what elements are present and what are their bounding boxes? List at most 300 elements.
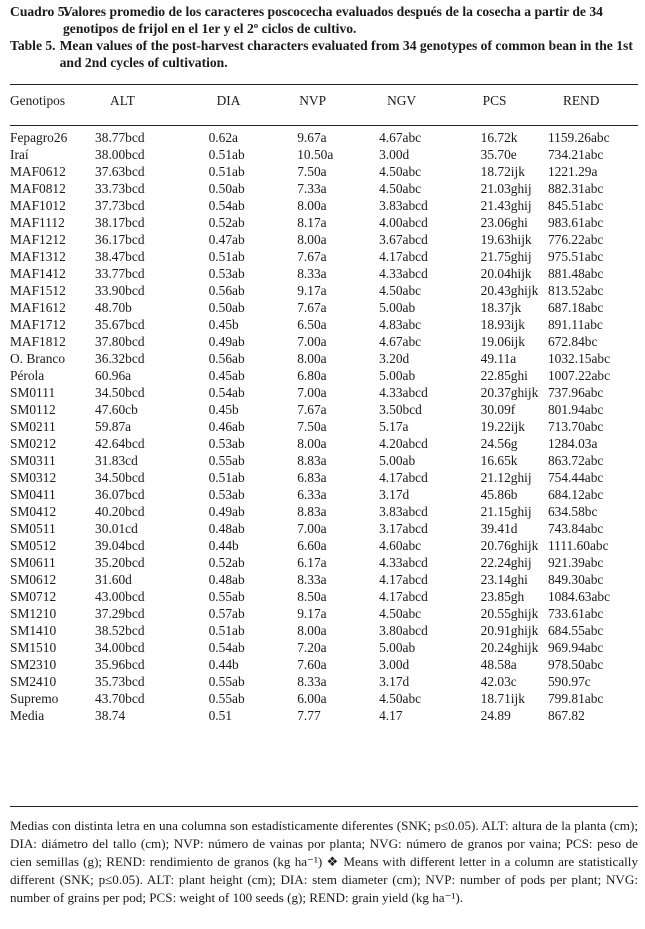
cell-nvp: 6.00a xyxy=(297,690,327,706)
cell-genotype: SM0211 xyxy=(10,418,56,434)
cell-pcs: 19.22ijk xyxy=(480,418,525,434)
cell-alt: 35.67bcd xyxy=(95,316,145,332)
cell-dia: 0.56ab xyxy=(208,350,245,366)
cell-nvp: 8.33a xyxy=(297,673,327,689)
cell-rend: 684.12abc xyxy=(547,486,604,502)
cell-nvp: 8.00a xyxy=(297,622,327,638)
cell-dia: 0.46ab xyxy=(208,418,245,434)
cell-rend: 684.55abc xyxy=(547,622,604,638)
cell-genotype: Supremo xyxy=(10,690,59,706)
cell-ngv: 3.83abcd xyxy=(379,503,428,519)
cell-rend: 672.84bc xyxy=(547,333,598,349)
cell-pcs: 20.55ghijk xyxy=(480,605,539,621)
table-row xyxy=(10,282,638,299)
cell-alt: 33.73bcd xyxy=(95,180,145,196)
cell-rend: 882.31abc xyxy=(547,180,604,196)
cell-pcs: 23.85gh xyxy=(480,588,525,604)
cell-ngv: 5.00ab xyxy=(379,367,416,383)
cell-dia: 0.53ab xyxy=(208,486,245,502)
cell-pcs: 19.06ijk xyxy=(480,333,525,349)
cell-dia: 0.52ab xyxy=(208,554,245,570)
cell-rend: 754.44abc xyxy=(547,469,604,485)
table-row xyxy=(10,367,638,384)
cell-alt: 43.70bcd xyxy=(95,690,145,706)
cell-rend: 634.58bc xyxy=(547,503,598,519)
cell-rend: 737.96abc xyxy=(547,384,604,400)
cell-ngv: 4.17abcd xyxy=(379,571,428,587)
cell-ngv: 4.60abc xyxy=(379,537,422,553)
table-row xyxy=(10,197,638,214)
cell-alt: 36.32bcd xyxy=(95,350,145,366)
cell-nvp: 7.00a xyxy=(297,384,327,400)
cell-alt: 42.64bcd xyxy=(95,435,145,451)
cell-ngv: 3.17d xyxy=(379,673,410,689)
cell-genotype: MAF1412 xyxy=(10,265,66,281)
cell-rend: 969.94abc xyxy=(547,639,604,655)
cell-ngv: 4.50abc xyxy=(379,605,422,621)
cell-rend: 891.11abc xyxy=(547,316,603,332)
cell-ngv: 3.80abcd xyxy=(379,622,428,638)
cell-ngv: 5.00ab xyxy=(379,299,416,315)
cell-nvp: 6.33a xyxy=(297,486,327,502)
cell-pcs: 20.24ghijk xyxy=(480,639,539,655)
cell-alt: 36.07bcd xyxy=(95,486,145,502)
cell-nvp: 9.67a xyxy=(297,130,327,145)
cell-pcs: 20.04hijk xyxy=(480,265,532,281)
cell-pcs: 18.72ijk xyxy=(480,163,525,179)
cell-genotype: SM0412 xyxy=(10,503,57,519)
cell-rend: 1111.60abc xyxy=(547,537,609,553)
cell-nvp: 7.00a xyxy=(297,520,327,536)
caption-english xyxy=(10,38,638,71)
cell-alt: 35.96bcd xyxy=(95,656,145,672)
cell-dia: 0.45ab xyxy=(208,367,245,383)
cell-pcs: 24.89 xyxy=(480,707,511,723)
cell-nvp: 6.83a xyxy=(297,469,327,485)
cell-genotype: MAF1612 xyxy=(10,299,66,315)
cell-alt: 37.63bcd xyxy=(95,163,145,179)
cell-nvp: 8.50a xyxy=(297,588,327,604)
cell-dia: 0.54ab xyxy=(208,384,245,400)
cell-rend: 743.84abc xyxy=(547,520,604,536)
table-row xyxy=(10,673,638,690)
cell-nvp: 7.67a xyxy=(297,248,327,264)
table-row xyxy=(10,163,638,180)
cell-dia: 0.50ab xyxy=(208,180,245,196)
cell-genotype: SM2310 xyxy=(10,656,57,672)
cell-pcs: 48.58a xyxy=(480,656,517,672)
cell-alt: 36.17bcd xyxy=(95,231,145,247)
cell-pcs: 24.56g xyxy=(480,435,518,451)
cell-pcs: 21.03ghij xyxy=(480,180,532,196)
cell-nvp: 6.60a xyxy=(297,537,327,553)
cell-genotype: SM0312 xyxy=(10,469,57,485)
cell-genotype: SM0111 xyxy=(10,384,56,400)
cell-nvp: 8.17a xyxy=(297,214,327,230)
cell-ngv: 3.00d xyxy=(379,656,410,672)
table-row xyxy=(10,520,638,537)
cell-alt: 38.74 xyxy=(95,707,126,723)
cell-dia: 0.55ab xyxy=(208,452,245,468)
cell-ngv: 3.50bcd xyxy=(379,401,422,417)
cell-pcs: 16.65k xyxy=(480,452,518,468)
cell-pcs: 21.15ghij xyxy=(480,503,532,519)
table-row xyxy=(10,384,638,401)
cell-alt: 59.87a xyxy=(95,418,132,434)
cell-ngv: 4.17abcd xyxy=(379,469,428,485)
cell-ngv: 3.00d xyxy=(379,146,410,162)
table-row xyxy=(10,214,638,231)
cell-nvp: 10.50a xyxy=(297,146,334,162)
cell-pcs: 23.14ghi xyxy=(480,571,528,587)
table-row xyxy=(10,350,638,367)
cell-nvp: 8.33a xyxy=(297,571,327,587)
cell-rend: 863.72abc xyxy=(547,452,604,468)
table-row xyxy=(10,180,638,197)
cell-alt: 60.96a xyxy=(95,367,132,383)
cell-genotype: MAF1012 xyxy=(10,197,66,213)
cell-rend: 733.61abc xyxy=(547,605,604,621)
cell-ngv: 3.17d xyxy=(379,486,410,502)
cell-pcs: 20.43ghijk xyxy=(480,282,539,298)
table-row xyxy=(10,119,638,146)
cell-dia: 0.52ab xyxy=(208,214,245,230)
table-row xyxy=(10,469,638,486)
cell-ngv: 3.17abcd xyxy=(379,520,428,536)
header-dia: DIA xyxy=(216,93,241,108)
cell-rend: 921.39abc xyxy=(547,554,604,570)
cell-pcs: 22.24ghij xyxy=(480,554,532,570)
cell-pcs: 20.91ghijk xyxy=(480,622,539,638)
cell-nvp: 7.60a xyxy=(297,656,327,672)
cell-nvp: 6.80a xyxy=(297,367,327,383)
cell-ngv: 5.17a xyxy=(379,418,409,434)
table-row xyxy=(10,265,638,282)
cell-nvp: 7.00a xyxy=(297,333,327,349)
cell-dia: 0.55ab xyxy=(208,673,245,689)
cell-dia: 0.51ab xyxy=(208,163,245,179)
caption-english-text: Mean values of the post-harvest characters evaluated from 34 genotypes of common bean in the 1st and 2nd cycles of cultivation. xyxy=(59,38,633,70)
cell-rend: 845.51abc xyxy=(547,197,604,213)
cell-dia: 0.54ab xyxy=(208,197,245,213)
cell-alt: 47.60cb xyxy=(95,401,138,417)
table-footnote: Medias con distinta letra en una columna son estadísticamente diferentes (SNK; p≤0.05). ALT: altura de la planta (cm); DIA: diámetro del tallo (cm); NVP: número de vainas por planta; NVG: número de granos por vaina; PCS: peso de cien semillas (g); REND: rendimiento de granos (kg ha⁻¹) ❖ Means with different letter in a column are statistically different (SNK; p≤0.05). ALT: plant height (cm); DIA: stem diameter (cm); NVP: number of pods per plant; NVG: number of grains per pod; PCS: weight of 100 seeds (g); REND: grain yield (kg ha⁻¹). xyxy=(10,818,638,905)
cell-ngv: 4.33abcd xyxy=(379,554,428,570)
header-genotipos: Genotipos xyxy=(10,93,66,108)
cell-nvp: 9.17a xyxy=(297,605,327,621)
cell-ngv: 4.50abc xyxy=(379,690,422,706)
cell-pcs: 21.75ghij xyxy=(480,248,532,264)
header-rend: REND xyxy=(562,93,600,108)
cell-alt: 31.60d xyxy=(95,571,132,587)
cell-dia: 0.44b xyxy=(208,537,239,553)
cell-genotype: MAF1212 xyxy=(10,231,66,247)
cell-pcs: 42.03c xyxy=(480,673,517,689)
cell-dia: 0.48ab xyxy=(208,520,245,536)
cell-dia: 0.51ab xyxy=(208,469,245,485)
cell-pcs: 45.86b xyxy=(480,486,518,502)
cell-genotype: SM0311 xyxy=(10,452,56,468)
cell-genotype: Pérola xyxy=(10,367,45,383)
table-row xyxy=(10,656,638,673)
header-ngv: NGV xyxy=(387,93,417,108)
cell-rend: 1084.63abc xyxy=(547,588,611,604)
table-row xyxy=(10,690,638,707)
cell-pcs: 35.70e xyxy=(480,146,517,162)
table-row xyxy=(10,639,638,656)
cell-alt: 38.52bcd xyxy=(95,622,145,638)
cell-genotype: SM0212 xyxy=(10,435,57,451)
cell-alt: 39.04bcd xyxy=(95,537,145,553)
cell-dia: 0.45b xyxy=(208,316,239,332)
cell-nvp: 7.67a xyxy=(297,401,327,417)
cell-ngv: 4.20abcd xyxy=(379,435,428,451)
cell-dia: 0.51ab xyxy=(208,248,245,264)
cell-dia: 0.51ab xyxy=(208,622,245,638)
table-row xyxy=(10,231,638,248)
cell-alt: 34.00bcd xyxy=(95,639,145,655)
cell-rend: 1159.26abc xyxy=(547,130,610,145)
cell-rend: 983.61abc xyxy=(547,214,604,230)
cell-dia: 0.51 xyxy=(208,707,233,723)
results-table xyxy=(10,93,638,724)
cell-dia: 0.55ab xyxy=(208,690,245,706)
table-row xyxy=(10,588,638,605)
cell-pcs: 21.43ghij xyxy=(480,197,532,213)
cell-pcs: 22.85ghi xyxy=(480,367,528,383)
cell-rend: 687.18abc xyxy=(547,299,604,315)
cell-genotype: SM1510 xyxy=(10,639,57,655)
header-pcs: PCS xyxy=(482,93,507,108)
table-top-rule xyxy=(10,84,638,85)
cell-nvp: 8.83a xyxy=(297,452,327,468)
cell-pcs: 21.12ghij xyxy=(480,469,532,485)
table-row xyxy=(10,707,638,724)
table-row xyxy=(10,503,638,520)
cell-alt: 35.73bcd xyxy=(95,673,145,689)
table-row xyxy=(10,316,638,333)
cell-ngv: 4.33abcd xyxy=(379,384,428,400)
cell-genotype: MAF0612 xyxy=(10,163,66,179)
cell-nvp: 7.50a xyxy=(297,418,327,434)
cell-rend: 1284.03a xyxy=(547,435,598,451)
cell-alt: 38.47bcd xyxy=(95,248,145,264)
cell-genotype: MAF1112 xyxy=(10,214,65,230)
cell-dia: 0.47ab xyxy=(208,231,245,247)
caption-spanish xyxy=(10,4,638,37)
cell-genotype: SM0411 xyxy=(10,486,56,502)
cell-ngv: 4.50abc xyxy=(379,282,422,298)
cell-alt: 34.50bcd xyxy=(95,469,145,485)
cell-genotype: MAF1512 xyxy=(10,282,66,298)
cell-rend: 799.81abc xyxy=(547,690,604,706)
cell-nvp: 8.00a xyxy=(297,350,327,366)
cell-pcs: 23.06ghi xyxy=(480,214,528,230)
cell-nvp: 8.00a xyxy=(297,197,327,213)
cell-genotype: SM0611 xyxy=(10,554,56,570)
cell-dia: 0.51ab xyxy=(208,146,245,162)
cell-rend: 975.51abc xyxy=(547,248,604,264)
cell-genotype: SM0612 xyxy=(10,571,57,587)
cell-nvp: 7.33a xyxy=(297,180,327,196)
cell-rend: 734.21abc xyxy=(547,146,604,162)
cell-alt: 31.83cd xyxy=(95,452,138,468)
cell-ngv: 3.67abcd xyxy=(379,231,428,247)
cell-dia: 0.57ab xyxy=(208,605,245,621)
cell-rend: 776.22abc xyxy=(547,231,604,247)
table-row xyxy=(10,418,638,435)
cell-alt: 35.20bcd xyxy=(95,554,145,570)
cell-nvp: 7.20a xyxy=(297,639,327,655)
table-row xyxy=(10,571,638,588)
cell-genotype: MAF1312 xyxy=(10,248,66,264)
cell-rend: 1007.22abc xyxy=(547,367,611,383)
cell-genotype: SM0112 xyxy=(10,401,56,417)
cell-alt: 40.20bcd xyxy=(95,503,145,519)
cell-genotype: SM2410 xyxy=(10,673,57,689)
cell-dia: 0.44b xyxy=(208,656,239,672)
table-row xyxy=(10,333,638,350)
cell-ngv: 4.67abc xyxy=(379,130,422,145)
cell-pcs: 18.71ijk xyxy=(480,690,525,706)
cell-genotype: Fepagro26 xyxy=(10,130,68,145)
cell-alt: 48.70b xyxy=(95,299,132,315)
cell-rend: 801.94abc xyxy=(547,401,604,417)
table-row xyxy=(10,605,638,622)
cell-nvp: 8.00a xyxy=(297,231,327,247)
cell-pcs: 20.76ghijk xyxy=(480,537,539,553)
cell-genotype: O. Branco xyxy=(10,350,66,366)
cell-pcs: 16.72k xyxy=(480,130,518,145)
cell-rend: 881.48abc xyxy=(547,265,604,281)
header-nvp: NVP xyxy=(299,93,327,108)
table-row xyxy=(10,554,638,571)
table-row xyxy=(10,146,638,163)
cell-genotype: SM1410 xyxy=(10,622,57,638)
cell-ngv: 4.83abc xyxy=(379,316,422,332)
table-row xyxy=(10,435,638,452)
cell-dia: 0.49ab xyxy=(208,503,245,519)
cell-pcs: 30.09f xyxy=(480,401,516,417)
cell-alt: 43.00bcd xyxy=(95,588,145,604)
cell-alt: 30.01cd xyxy=(95,520,138,536)
cell-alt: 37.29bcd xyxy=(95,605,145,621)
cell-alt: 37.73bcd xyxy=(95,197,145,213)
table-row xyxy=(10,622,638,639)
cell-nvp: 8.33a xyxy=(297,265,327,281)
cell-alt: 34.50bcd xyxy=(95,384,145,400)
cell-rend: 590.97c xyxy=(547,673,591,689)
cell-genotype: MAF1812 xyxy=(10,333,66,349)
cell-ngv: 4.50abc xyxy=(379,180,422,196)
cell-ngv: 5.00ab xyxy=(379,639,416,655)
cell-alt: 33.90bcd xyxy=(95,282,145,298)
cell-alt: 38.17bcd xyxy=(95,214,145,230)
cell-rend: 813.52abc xyxy=(547,282,604,298)
cell-dia: 0.54ab xyxy=(208,639,245,655)
cell-dia: 0.49ab xyxy=(208,333,245,349)
cell-nvp: 8.83a xyxy=(297,503,327,519)
cell-dia: 0.50ab xyxy=(208,299,245,315)
cell-alt: 33.77bcd xyxy=(95,265,145,281)
table-caption xyxy=(10,4,638,71)
table-row xyxy=(10,248,638,265)
cell-ngv: 4.00abcd xyxy=(379,214,428,230)
cell-ngv: 4.17abcd xyxy=(379,248,428,264)
cell-dia: 0.55ab xyxy=(208,588,245,604)
cell-ngv: 3.83abcd xyxy=(379,197,428,213)
table-bottom-rule xyxy=(10,806,638,807)
table-row xyxy=(10,299,638,316)
cell-nvp: 6.17a xyxy=(297,554,327,570)
cell-pcs: 39.41d xyxy=(480,520,518,536)
cell-nvp: 7.67a xyxy=(297,299,327,315)
cell-dia: 0.53ab xyxy=(208,265,245,281)
cell-genotype: MAF0812 xyxy=(10,180,66,196)
cell-genotype: SM0712 xyxy=(10,588,57,604)
cell-genotype: Iraí xyxy=(10,146,29,162)
cell-ngv: 4.50abc xyxy=(379,163,422,179)
cell-nvp: 6.50a xyxy=(297,316,327,332)
cell-genotype: SM1210 xyxy=(10,605,57,621)
cell-ngv: 3.20d xyxy=(379,350,410,366)
header-alt: ALT xyxy=(110,93,135,108)
cell-rend: 1032.15abc xyxy=(547,350,611,366)
cell-ngv: 4.67abc xyxy=(379,333,422,349)
cell-pcs: 18.37jk xyxy=(480,299,522,315)
cell-rend: 713.70abc xyxy=(547,418,604,434)
cell-nvp: 7.77 xyxy=(297,707,321,723)
table-row xyxy=(10,537,638,554)
cell-rend: 849.30abc xyxy=(547,571,604,587)
cell-pcs: 18.93ijk xyxy=(480,316,525,332)
cell-dia: 0.45b xyxy=(208,401,239,417)
cell-pcs: 49.11a xyxy=(480,350,517,366)
cell-alt: 38.77bcd xyxy=(95,130,145,145)
table-row xyxy=(10,486,638,503)
table-row xyxy=(10,401,638,418)
table-header-row xyxy=(10,93,638,119)
cell-rend: 978.50abc xyxy=(547,656,604,672)
cell-nvp: 8.00a xyxy=(297,435,327,451)
cell-ngv: 4.33abcd xyxy=(379,265,428,281)
cell-ngv: 4.17 xyxy=(379,707,403,723)
cell-rend: 1221.29a xyxy=(547,163,598,179)
caption-spanish-text: Valores promedio de los caracteres poscocecha evaluados después de la cosecha a partir de 34 genotipos de frijol en el 1er y el 2º ciclos de cultivo. xyxy=(63,4,603,36)
table-body xyxy=(10,119,638,724)
caption-english-label: Table 5. xyxy=(10,38,56,53)
cell-genotype: SM0511 xyxy=(10,520,56,536)
cell-pcs: 20.37ghijk xyxy=(480,384,539,400)
cell-dia: 0.56ab xyxy=(208,282,245,298)
cell-genotype: SM0512 xyxy=(10,537,57,553)
cell-dia: 0.53ab xyxy=(208,435,245,451)
cell-genotype: Media xyxy=(10,707,45,723)
caption-spanish-label: Cuadro 5. xyxy=(10,4,68,19)
cell-ngv: 4.17abcd xyxy=(379,588,428,604)
cell-alt: 37.80bcd xyxy=(95,333,145,349)
table-row xyxy=(10,452,638,469)
cell-nvp: 9.17a xyxy=(297,282,327,298)
cell-dia: 0.62a xyxy=(208,130,238,145)
cell-rend: 867.82 xyxy=(547,707,585,723)
cell-ngv: 5.00ab xyxy=(379,452,416,468)
cell-dia: 0.48ab xyxy=(208,571,245,587)
cell-pcs: 19.63hijk xyxy=(480,231,532,247)
cell-nvp: 7.50a xyxy=(297,163,327,179)
cell-alt: 38.00bcd xyxy=(95,146,145,162)
cell-genotype: MAF1712 xyxy=(10,316,66,332)
